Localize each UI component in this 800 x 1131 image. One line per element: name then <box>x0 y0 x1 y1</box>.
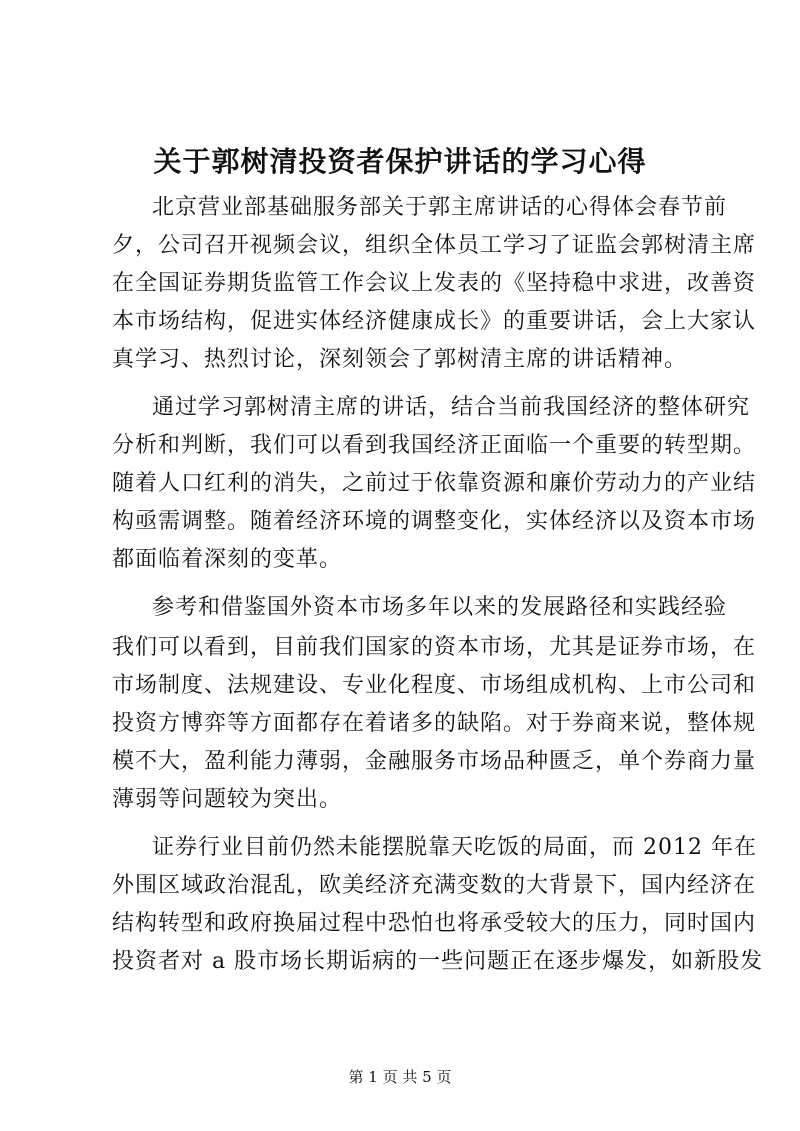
paragraph-line: 投资者对 a 股市场长期诟病的一些问题正在逐步爆发，如新股发 <box>112 949 764 974</box>
document-title: 关于郭树清投资者保护讲话的学习心得 <box>153 145 647 178</box>
paragraph-line: 夕，公司召开视频会议，组织全体员工学习了证监会郭树清主席 <box>112 233 757 258</box>
paragraph-line: 随着人口红利的消失，之前过于依靠资源和廉价劳动力的产业结 <box>112 471 757 496</box>
paragraph-line: 证券行业目前仍然未能摆脱靠天吃饭的局面，而 2012 年在 <box>152 835 757 860</box>
paragraph-line: 构亟需调整。随着经济环境的调整变化，实体经济以及资本市场 <box>112 509 757 534</box>
paragraph-line: 真学习、热烈讨论，深刻领会了郭树清主席的讲话精神。 <box>112 347 688 372</box>
paragraph-line: 市场制度、法规建设、专业化程度、市场组成机构、上市公司和 <box>112 673 757 698</box>
paragraph-line: 结构转型和政府换届过程中恐怕也将承受较大的压力，同时国内 <box>112 911 757 936</box>
paragraph-line: 分析和判断，我们可以看到我国经济正面临一个重要的转型期。 <box>112 433 757 458</box>
paragraph-line: 外围区域政治混乱，欧美经济充满变数的大背景下，国内经济在 <box>112 873 757 898</box>
paragraph-line: 通过学习郭树清主席的讲话，结合当前我国经济的整体研究 <box>152 395 751 420</box>
paragraph-line: 北京营业部基础服务部关于郭主席讲话的心得体会春节前 <box>152 195 728 220</box>
paragraph-line: 模不大，盈利能力薄弱，金融服务市场品种匮乏，单个券商力量 <box>112 749 757 774</box>
paragraph-line: 投资方博弈等方面都存在着诸多的缺陷。对于券商来说，整体规 <box>112 711 757 736</box>
paragraph-line: 参考和借鉴国外资本市场多年以来的发展路径和实践经验 <box>152 595 728 620</box>
paragraph-line: 薄弱等问题较为突出。 <box>112 787 343 812</box>
page-footer: 第 1 页 共 5 页 <box>348 1068 452 1086</box>
paragraph-line: 本市场结构，促进实体经济健康成长》的重要讲话，会上大家认 <box>112 309 757 334</box>
paragraph-line: 在全国证券期货监管工作会议上发表的《坚持稳中求进，改善资 <box>112 271 757 296</box>
paragraph-line: 都面临着深刻的变革。 <box>112 547 343 572</box>
paragraph-line: 我们可以看到，目前我们国家的资本市场，尤其是证券市场，在 <box>112 635 757 660</box>
